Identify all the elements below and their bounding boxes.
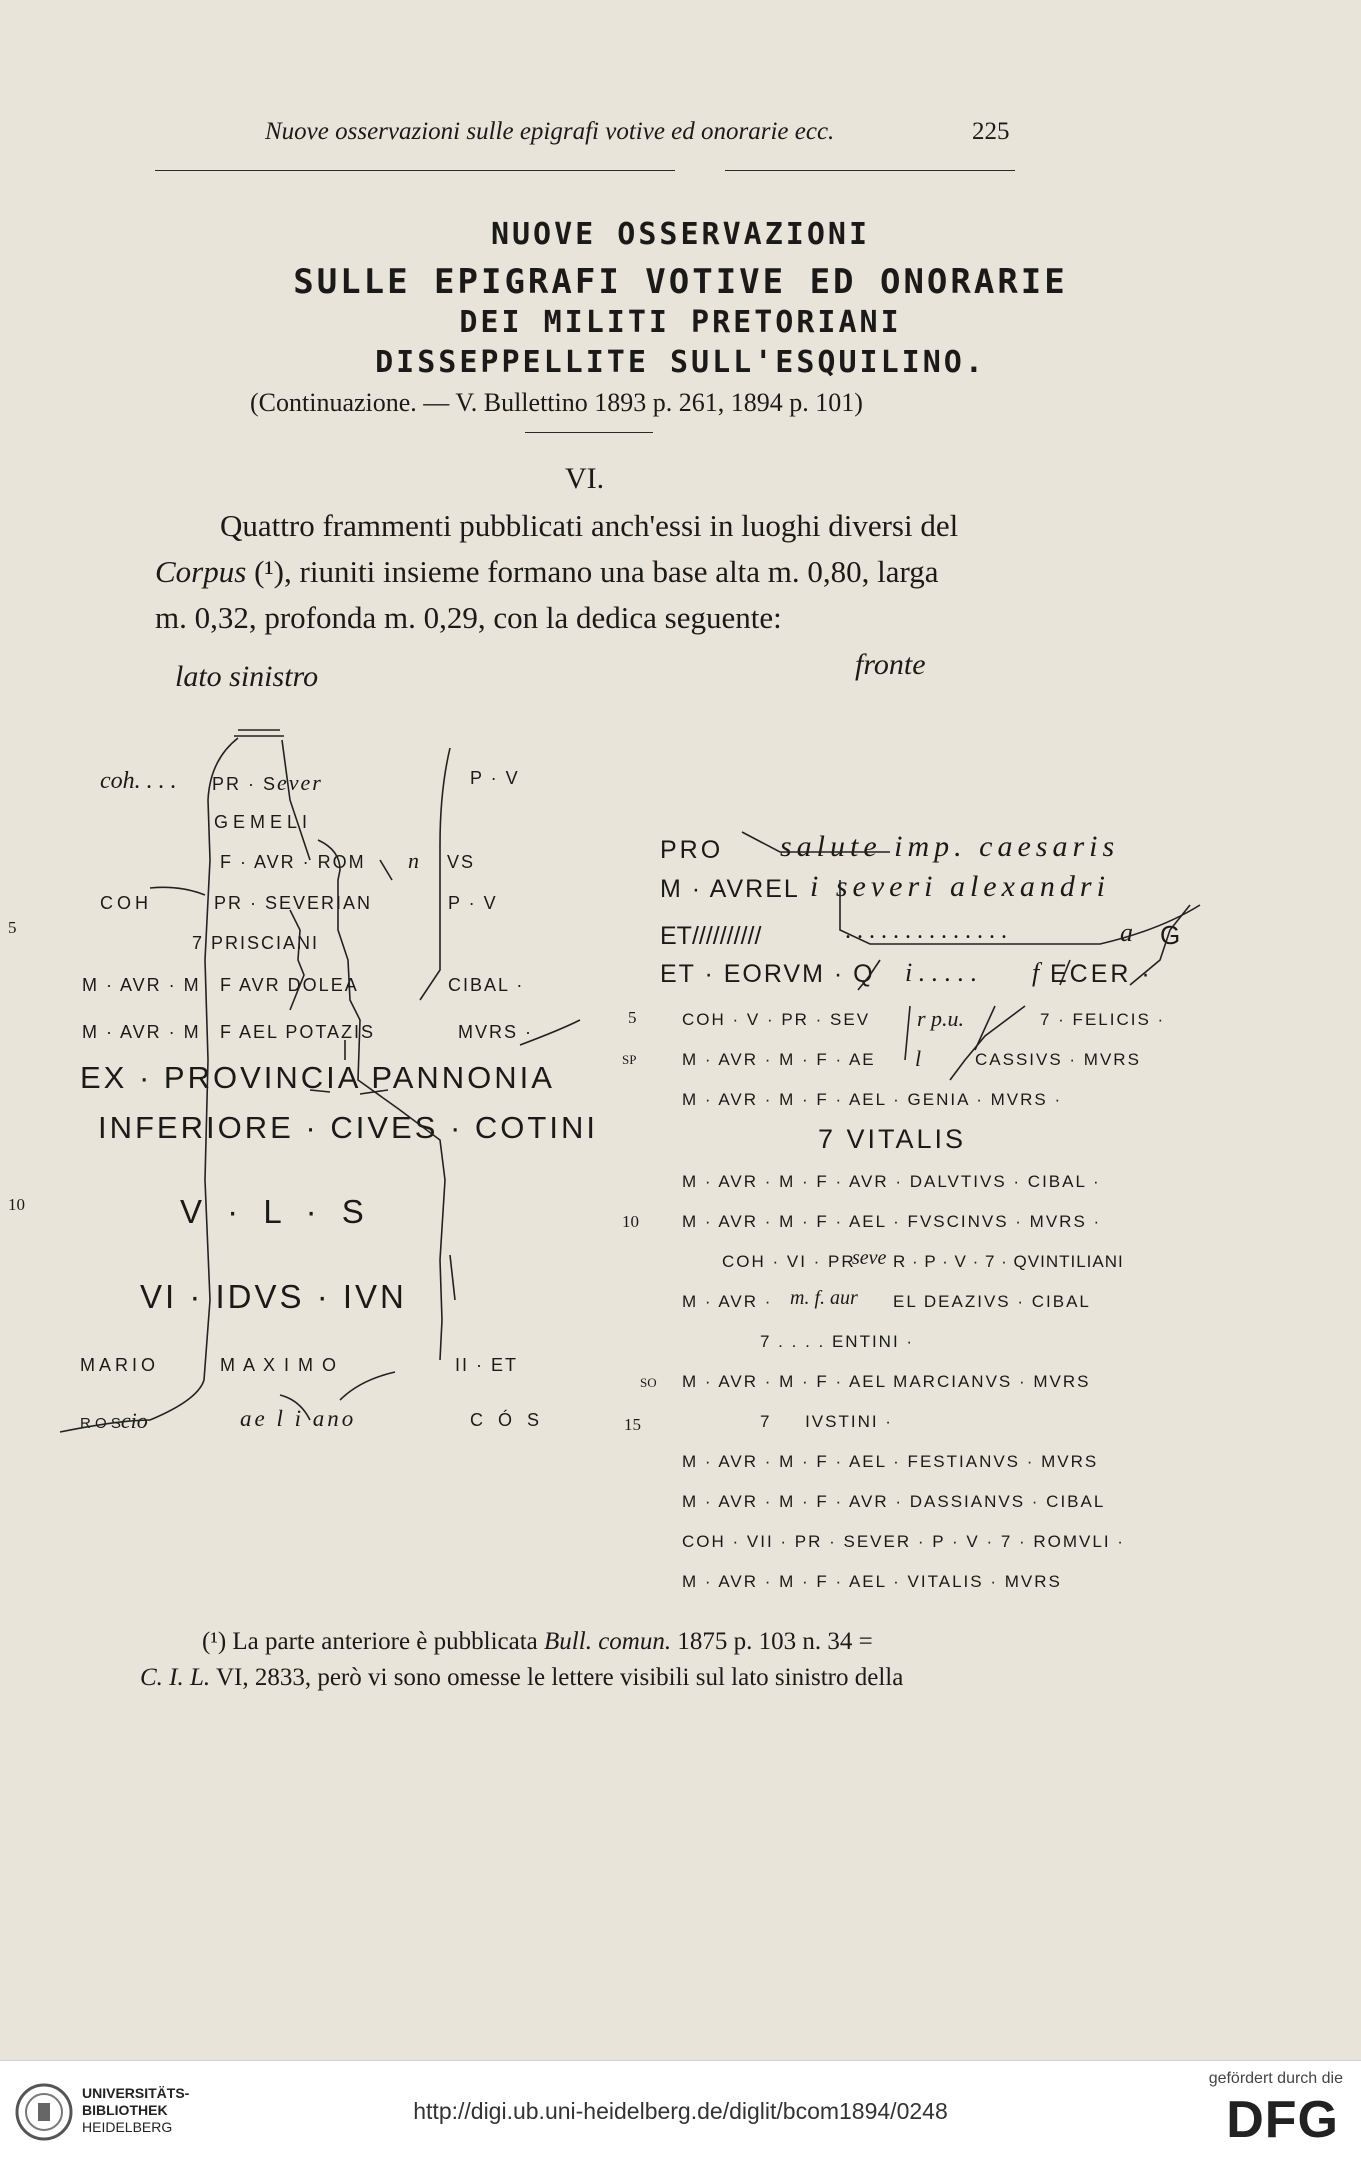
front-l4b: i . . . . .	[905, 958, 978, 987]
front-l2b: i severi alexandri	[810, 870, 1110, 903]
front-l5b: r p.u.	[917, 1006, 965, 1031]
front-l2a: M · AVREL	[660, 875, 800, 903]
front-l3c: a	[1120, 918, 1133, 947]
left-row-1: PR · Sever	[212, 770, 323, 795]
front-l5c: 7 · FELICIS ·	[1040, 1010, 1166, 1029]
front-l15: 7 IVSTINI ·	[760, 1412, 893, 1431]
footnote-line-1: (¹) La parte anteriore è pubblicata Bull. comun. 1875 p. 103 n. 34 =	[202, 1628, 873, 1655]
left-roscio: R O Scio	[80, 1408, 148, 1433]
margin-sp: SP	[622, 1052, 637, 1067]
front-l6b: l	[915, 1046, 922, 1071]
left-cos: C Ó S	[470, 1410, 545, 1430]
front-l16: M · AVR · M · F · AEL · FESTIANVS · MVRS	[682, 1452, 1099, 1471]
library-name: UNIVERSITÄTS- BIBLIOTHEK HEIDELBERG	[82, 2085, 190, 2135]
front-l6c: CASSIVS · MVRS	[975, 1050, 1141, 1069]
continuation-note: (Continuazione. — V. Bullettino 1893 p. 261, 1894 p. 101)	[250, 388, 863, 417]
front-l11a: COH · VI · PR	[722, 1252, 856, 1271]
left-aeliano: ae l i ano	[240, 1406, 357, 1431]
left-row-7a: M · AVR · M	[82, 1022, 201, 1042]
front-l8: 7 VITALIS	[818, 1124, 967, 1154]
line-number-10-left: 10	[8, 1195, 25, 1214]
front-l4d: ECER ·	[1050, 960, 1153, 988]
left-row-1-pv: P · V	[470, 768, 520, 788]
front-l10: M · AVR · M · F · AEL · FVSCINVS · MVRS ·	[682, 1212, 1102, 1231]
front-l3a: ET//////////	[660, 922, 762, 950]
left-row-6a: M · AVR · M	[82, 975, 201, 995]
front-l1b: salute imp. caesaris	[780, 830, 1120, 863]
left-row-4-pv: P · V	[448, 893, 498, 913]
front-l1a: PRO	[660, 836, 724, 864]
front-l14: M · AVR · M · F · AEL MARCIANVS · MVRS	[682, 1372, 1091, 1391]
front-l17: M · AVR · M · F · AVR · DASSIANVS · CIBAL	[682, 1492, 1106, 1511]
left-row-5: 7 PRISCIANI	[192, 933, 320, 953]
permalink[interactable]: http://digi.ub.uni-heidelberg.de/diglit/bcom1894/0248	[413, 2098, 948, 2124]
left-row-3: F · AVR · ROM	[220, 852, 366, 872]
body-line-2-rest: (¹), riuniti insieme formano una base alta m. 0,80, larga	[246, 554, 939, 589]
left-maximo: M A X I M O	[220, 1355, 339, 1375]
front-l11b: seve	[852, 1247, 887, 1269]
title-line-3: DEI MILITI PRETORIANI	[459, 305, 902, 340]
footnote-line-2: C. I. L. VI, 2833, però vi sono omesse le lettere visibili sul lato sinistro della	[140, 1664, 904, 1691]
front-l19: M · AVR · M · F · AEL · VITALIS · MVRS	[682, 1572, 1062, 1591]
front-l6a: M · AVR · M · F · AE	[682, 1050, 876, 1069]
left-row-6b: F AVR DOLEA	[220, 975, 359, 995]
title-line-1: NUOVE OSSERVAZIONI	[490, 217, 871, 252]
left-vls: V · L · S	[180, 1193, 372, 1230]
front-l4c: f	[1032, 958, 1040, 987]
left-row-7b: F AEL POTAZIS	[220, 1022, 376, 1042]
front-l9: M · AVR · M · F · AVR · DALVTIVS · CIBAL ·	[682, 1172, 1101, 1191]
line-number-5-front: 5	[628, 1008, 637, 1027]
title-line-4: DISSEPPELLITE SULL'ESQUILINO.	[375, 345, 986, 380]
front-l12c: EL DEAZIVS · CIBAL	[893, 1292, 1091, 1311]
left-row-3-vs: VS	[447, 852, 476, 872]
left-coh: coh. . . .	[100, 768, 177, 794]
dfg-logo: DFG	[1226, 2091, 1339, 2149]
margin-so: SO	[640, 1375, 657, 1390]
front-l13: 7 . . . . ENTINI ·	[760, 1332, 915, 1351]
body-line-1: Quattro frammenti pubblicati anch'essi in luoghi diversi del	[220, 508, 959, 543]
left-big-line-2: INFERIORE · CIVES · COTINI	[98, 1110, 598, 1145]
front-l5a: COH · V · PR · SEV	[682, 1010, 871, 1029]
left-row-4-coh: COH	[100, 893, 152, 913]
line-number-10-front: 10	[622, 1212, 639, 1231]
left-row-6c: CIBAL ·	[448, 975, 525, 995]
left-row-2: GEMELI	[214, 812, 313, 832]
line-number-15-front: 15	[624, 1415, 641, 1434]
section-number: VI.	[565, 462, 605, 495]
label-left-side: lato sinistro	[175, 660, 319, 693]
left-mario: MARIO	[80, 1355, 160, 1375]
front-l11c: R · P · V · 7 · QVINTILIANI	[893, 1252, 1124, 1271]
label-front: fronte	[855, 648, 926, 681]
front-l3b: . . . . . . . . . . . . . .	[845, 918, 1007, 944]
title-line-2: SULLE EPIGRAFI VOTIVE ED ONORARIE	[293, 262, 1068, 302]
front-l12a: M · AVR ·	[682, 1292, 773, 1311]
body-line-3: m. 0,32, profonda m. 0,29, con la dedica seguente:	[155, 600, 782, 635]
left-row-3-italic: n	[408, 848, 419, 873]
running-title: Nuove osservazioni sulle epigrafi votive ed onorarie ecc.	[265, 118, 835, 145]
front-l3d: G	[1160, 920, 1184, 950]
sponsor-text: gefördert durch die	[1208, 2070, 1343, 2087]
left-vi-idvs: VI · IDVS · IVN	[140, 1278, 407, 1315]
left-row-4: PR · SEVERIAN	[214, 893, 373, 913]
front-l18: COH · VII · PR · SEVER · P · V · 7 · ROMVLI ·	[682, 1532, 1125, 1551]
line-number-5-left: 5	[8, 918, 17, 937]
front-l4a: ET · EORVM · Q	[660, 960, 875, 988]
left-row-7c: MVRS ·	[458, 1022, 533, 1042]
left-big-line-1: EX · PROVINCIA PANNONIA	[80, 1060, 555, 1095]
corpus-italic: Corpus	[155, 554, 247, 589]
page-number: 225	[972, 118, 1010, 145]
front-l12b: m. f. aur	[790, 1287, 858, 1309]
front-l7: M · AVR · M · F · AEL · GENIA · MVRS ·	[682, 1090, 1063, 1109]
left-ii-et: II · ET	[455, 1355, 518, 1375]
